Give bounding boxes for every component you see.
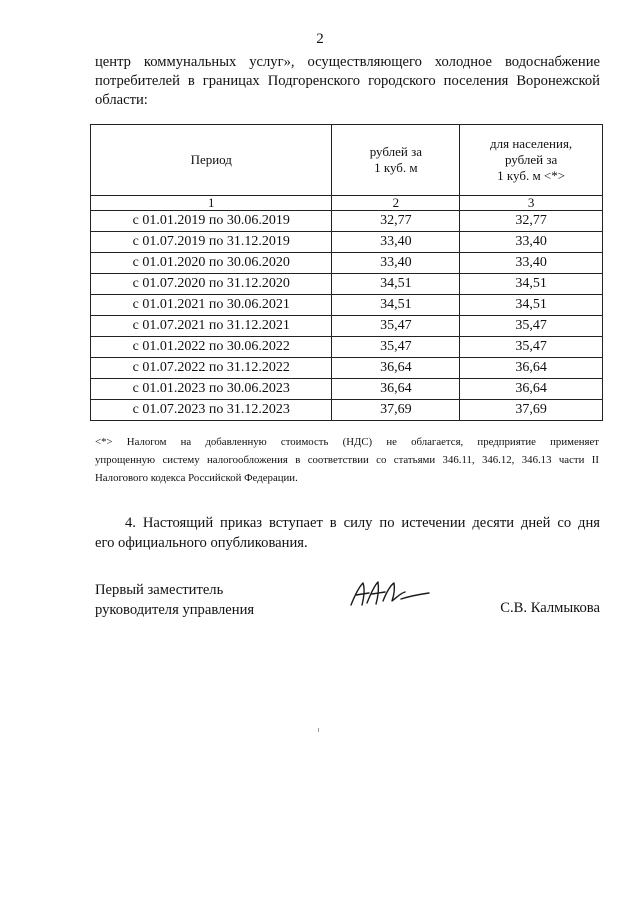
header-population-line: для населения, [490,136,573,151]
column-number: 1 [91,196,332,211]
footnote [95,433,599,487]
footnote-line: <*> Налогом на добавленную стоимость (НДС) не облагается, предприятие применяет [95,436,599,448]
table-row [91,379,603,400]
cell-rate: 36,64 [332,358,460,379]
cell-rate: 33,40 [332,253,460,274]
clause-line: его официального опубликования. [95,535,308,551]
cell-period: с 01.01.2022 по 30.06.2022 [91,337,332,358]
signer-title [95,580,254,620]
cell-population-rate: 35,47 [460,316,603,337]
cell-rate: 35,47 [332,316,460,337]
cell-period: с 01.07.2020 по 31.12.2020 [91,274,332,295]
cell-rate: 33,40 [332,232,460,253]
cell-rate: 36,64 [332,379,460,400]
tariff-table [90,124,603,421]
cell-population-rate: 36,64 [460,379,603,400]
header-period: Период [91,125,332,196]
cell-rate: 34,51 [332,274,460,295]
table-row [91,232,603,253]
column-number: 2 [332,196,460,211]
clause-4 [95,513,600,553]
table-row [91,274,603,295]
cell-rate: 34,51 [332,295,460,316]
cell-population-rate: 33,40 [460,232,603,253]
cell-period: с 01.07.2019 по 31.12.2019 [91,232,332,253]
handwritten-signature [345,575,435,615]
cell-population-rate: 36,64 [460,358,603,379]
cell-rate: 37,69 [332,400,460,421]
cell-period: с 01.07.2022 по 31.12.2022 [91,358,332,379]
footnote-line: Налогового кодекса Российской Федерации. [95,472,298,484]
cell-population-rate: 35,47 [460,337,603,358]
cell-period: с 01.01.2019 по 30.06.2019 [91,211,332,232]
intro-line: области: [95,92,148,108]
header-population-line: 1 куб. м <*> [497,168,566,183]
table-row [91,400,603,421]
cell-period: с 01.01.2023 по 30.06.2023 [91,379,332,400]
cell-period: с 01.01.2021 по 30.06.2021 [91,295,332,316]
intro-line: центр коммунальных услуг», осуществляющего холодное водоснабжение [95,54,600,70]
footnote-line: упрощенную систему налогообложения в соответствии со статьями 346.11, 346.12, 346.13 части II [95,454,599,466]
cell-population-rate: 37,69 [460,400,603,421]
table-row [91,358,603,379]
header-rate [332,125,460,196]
cell-population-rate: 34,51 [460,295,603,316]
header-rate-line: 1 куб. м [374,160,418,175]
table-row [91,211,603,232]
cell-population-rate: 34,51 [460,274,603,295]
page-number: 2 [316,31,324,47]
intro-line: потребителей в границах Подгоренского городского поселения Воронежской [95,73,600,89]
table-row [91,295,603,316]
header-population-line: рублей за [504,152,558,167]
table-row [91,253,603,274]
signer-name: С.В. Калмыкова [500,600,600,616]
cell-population-rate: 32,77 [460,211,603,232]
column-number-row [91,196,603,211]
cell-population-rate: 33,40 [460,253,603,274]
cell-period: с 01.07.2023 по 31.12.2023 [91,400,332,421]
signer-title-line: Первый заместитель [95,582,224,598]
cell-rate: 35,47 [332,337,460,358]
cell-period: с 01.07.2021 по 31.12.2021 [91,316,332,337]
cell-rate: 32,77 [332,211,460,232]
header-population-rate [460,125,603,196]
clause-line: 4. Настоящий приказ вступает в силу по истечении десяти дней со дня [125,515,600,531]
signer-title-line: руководителя управления [95,602,255,618]
cell-period: с 01.01.2020 по 30.06.2020 [91,253,332,274]
intro-paragraph [95,53,600,110]
scan-mark [318,728,319,732]
header-rate-line: рублей за [369,144,423,159]
column-number: 3 [460,196,603,211]
table-header-row [91,125,603,196]
table-row [91,316,603,337]
table-row [91,337,603,358]
